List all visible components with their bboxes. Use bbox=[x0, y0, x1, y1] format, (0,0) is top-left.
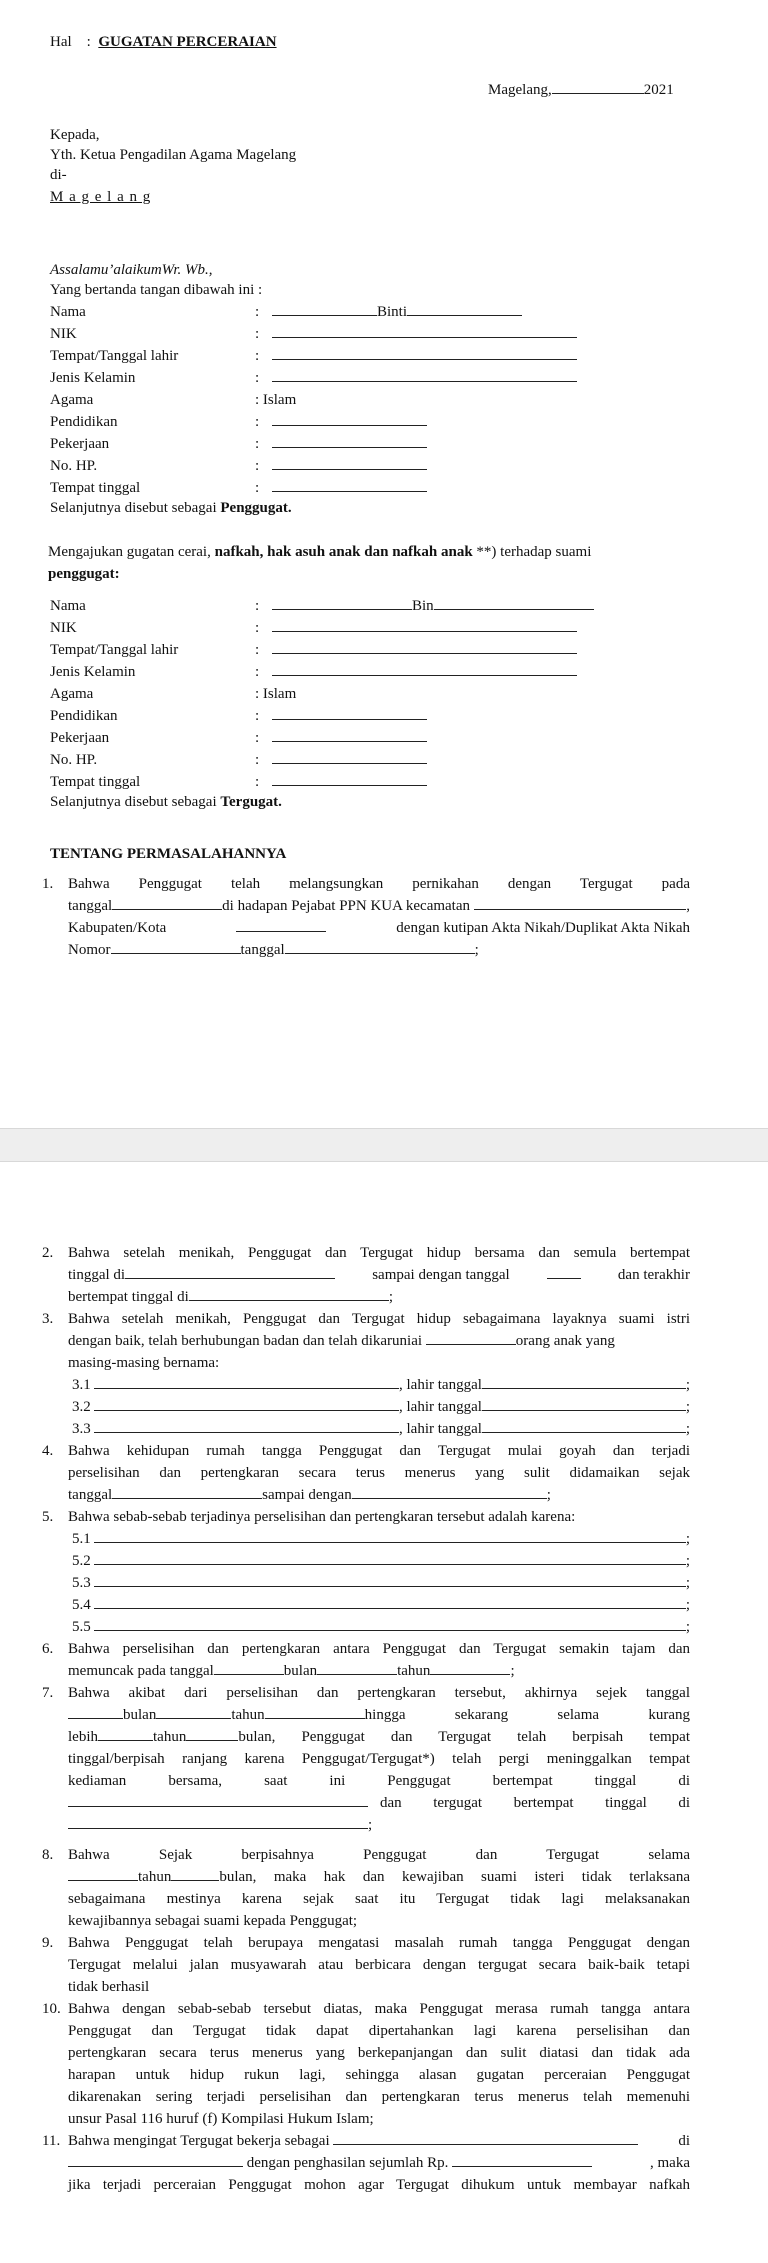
point-5-text: Bahwa sebab-sebab terjadinya perselisihan dan pertengkaran tersebut adalah karena: bbox=[68, 1509, 576, 1525]
child-row-2: 3.2 , lahir tanggal ; bbox=[72, 1396, 690, 1418]
point-11-number: 11. bbox=[42, 2133, 61, 2149]
penggugat-pekerjaan-row: Pekerjaan : bbox=[50, 433, 690, 455]
child-row-1: 3.1 , lahir tanggal ; bbox=[72, 1374, 690, 1396]
penggugat-ttl-row: Tempat/Tanggal lahir : bbox=[50, 345, 690, 367]
greeting-intro: Yang bertanda tangan dibawah ini : bbox=[50, 282, 263, 298]
point-10-text: Bahwa dengan sebab-sebab tersebut diatas, maka Penggugat merasa rumah tangga antara Penggugat dan Tergugat tidak dapat dipertahankan lagi karena perselisihan dan pertengkaran secara terus menerus yang berkepanjangan dan sulit diatasi dan tidak ada harapan untuk hidup rukun lagi, sehingga alasan gugatan perceraian Penggugat dikarenakan sering terjadi perselisihan dan pertengkaran terus menerus telah memenuhi unsur Pasal 116 huruf (f) Kompilasi Hukum Islam; bbox=[68, 2001, 690, 2127]
tergugat-nama-row: Nama : Bin bbox=[50, 595, 690, 617]
point-7-text: Bahwa akibat dari perselisihan dan pertengkaran tersebut, akhirnya sejek tanggal bulan tahun hingga sekarang selama kurang lebih tahun bulan, Penggugat dan Tergugat telah berpisah tempat tinggal/berpisah ranjang karena Penggugat/Tergugat*) telah pergi meninggalkan tempat kediaman bersama, saat ini Penggugat bertempat tinggal di dan tergugat bertempat tinggal di ; bbox=[68, 1685, 690, 1833]
point-4-text: Bahwa kehidupan rumah tangga Penggugat dan Tergugat mulai goyah dan terjadi perselisihan dan pertengkaran secara terus menerus yang sulit didamaikan sejak tanggal sampai dengan ; bbox=[68, 1443, 690, 1503]
penggugat-agama-row: Agama : Islam bbox=[50, 392, 297, 408]
page-2 bbox=[0, 1162, 768, 2263]
point-2-text: Bahwa setelah menikah, Penggugat dan Tergugat hidup bersama dan semula bertempat tinggal di sampai dengan tanggal dan terakhir bertempat tinggal di ; bbox=[68, 1245, 690, 1305]
penggugat-nama-row: Nama : Binti bbox=[50, 301, 690, 323]
point-3-number: 3. bbox=[42, 1311, 54, 1327]
point-1-text: Bahwa Penggugat telah melangsungkan pernikahan dengan Tergugat pada tanggal di hadapan Pejabat PPN KUA kecamatan , Kabupaten/Kota dengan kutipan Akta Nikah/Duplikat Akta Nikah Nomor tanggal ; bbox=[68, 876, 690, 958]
point-4-number: 4. bbox=[42, 1443, 54, 1459]
penggugat-closing: Selanjutnya disebut sebagai Penggugat. bbox=[50, 500, 292, 516]
point-7-number: 7. bbox=[42, 1685, 54, 1701]
page-break bbox=[0, 1128, 768, 1162]
subject-title: GUGATAN PERCERAIAN bbox=[98, 34, 277, 50]
reason-row-4: 5.4 ; bbox=[72, 1594, 690, 1616]
recipient-di: di- bbox=[50, 167, 67, 183]
point-8-text: Bahwa Sejak berpisahnya Penggugat dan Tergugat selama tahun bulan, maka hak dan kewajiban suami isteri tidak terlaksana sebagaimana mestinya karena sejak saat itu Tergugat tidak lagi melaksanakan kewajibannya sebagai suami kepada Penggugat; bbox=[68, 1847, 690, 1929]
greeting-salam: Assalamu’alaikumWr. Wb., bbox=[50, 262, 213, 278]
mengajukan-paragraph: Mengajukan gugatan cerai, nafkah, hak asuh anak dan nafkah anak **) terhadap suami penggugat: bbox=[48, 544, 592, 582]
penggugat-pendidikan-row: Pendidikan : bbox=[50, 411, 690, 433]
point-6-number: 6. bbox=[42, 1641, 54, 1657]
recipient-addressee: Yth. Ketua Pengadilan Agama Magelang bbox=[50, 147, 297, 163]
tergugat-pendidikan-row: Pendidikan : bbox=[50, 705, 690, 727]
child-row-3: 3.3 , lahir tanggal ; bbox=[72, 1418, 690, 1440]
reason-row-2: 5.2 ; bbox=[72, 1550, 690, 1572]
point-1-number: 1. bbox=[42, 876, 54, 892]
reason-row-3: 5.3 ; bbox=[72, 1572, 690, 1594]
reason-row-1: 5.1 ; bbox=[72, 1528, 690, 1550]
point-6-text: Bahwa perselisihan dan pertengkaran antara Penggugat dan Tergugat semakin tajam dan memuncak pada tanggal bulan tahun ; bbox=[68, 1641, 690, 1679]
hal-label: Hal : GUGATAN PERCERAIAN bbox=[50, 34, 277, 50]
tergugat-tempat-row: Tempat tinggal : bbox=[50, 771, 690, 793]
reason-row-5: 5.5 ; bbox=[72, 1616, 690, 1638]
penggugat-nik-row: NIK : bbox=[50, 323, 690, 345]
recipient-city: M a g e l a n g bbox=[50, 189, 152, 205]
point-3-text: Bahwa setelah menikah, Penggugat dan Tergugat hidup sebagaimana layaknya suami istri dengan baik, telah berhubungan badan dan telah dikaruniai orang anak yang masing-masing bernama: bbox=[68, 1311, 690, 1371]
page-1 bbox=[0, 0, 768, 1128]
tergugat-closing: Selanjutnya disebut sebagai Tergugat. bbox=[50, 794, 282, 810]
tergugat-pekerjaan-row: Pekerjaan : bbox=[50, 727, 690, 749]
point-10-number: 10. bbox=[42, 2001, 61, 2017]
penggugat-tempat-row: Tempat tinggal : bbox=[50, 477, 690, 499]
point-9-text: Bahwa Penggugat telah berupaya mengatasi masalah rumah tangga Penggugat dengan Tergugat melalui jalan musyawarah atau berbicara dengan tergugat secara baik-baik tetapi tidak berhasil bbox=[68, 1935, 690, 1995]
point-5-number: 5. bbox=[42, 1509, 54, 1525]
penggugat-jk-row: Jenis Kelamin : bbox=[50, 367, 690, 389]
tergugat-nik-row: NIK : bbox=[50, 617, 690, 639]
point-8-number: 8. bbox=[42, 1847, 54, 1863]
point-2-number: 2. bbox=[42, 1245, 54, 1261]
penggugat-hp-row: No. HP. : bbox=[50, 455, 690, 477]
point-9-number: 9. bbox=[42, 1935, 54, 1951]
tergugat-hp-row: No. HP. : bbox=[50, 749, 690, 771]
tergugat-jk-row: Jenis Kelamin : bbox=[50, 661, 690, 683]
recipient-kepada: Kepada, bbox=[50, 127, 100, 143]
tergugat-agama-row: Agama : Islam bbox=[50, 686, 297, 702]
date-line: Magelang, 2021 bbox=[488, 79, 674, 101]
section-title: TENTANG PERMASALAHANNYA bbox=[50, 846, 287, 862]
tergugat-ttl-row: Tempat/Tanggal lahir : bbox=[50, 639, 690, 661]
point-11-text: Bahwa mengingat Tergugat bekerja sebagai di dengan penghasilan sejumlah Rp. , maka jika terjadi perceraian Penggugat mohon agar Tergugat dihukum untuk membayar nafkah bbox=[68, 2130, 690, 2196]
